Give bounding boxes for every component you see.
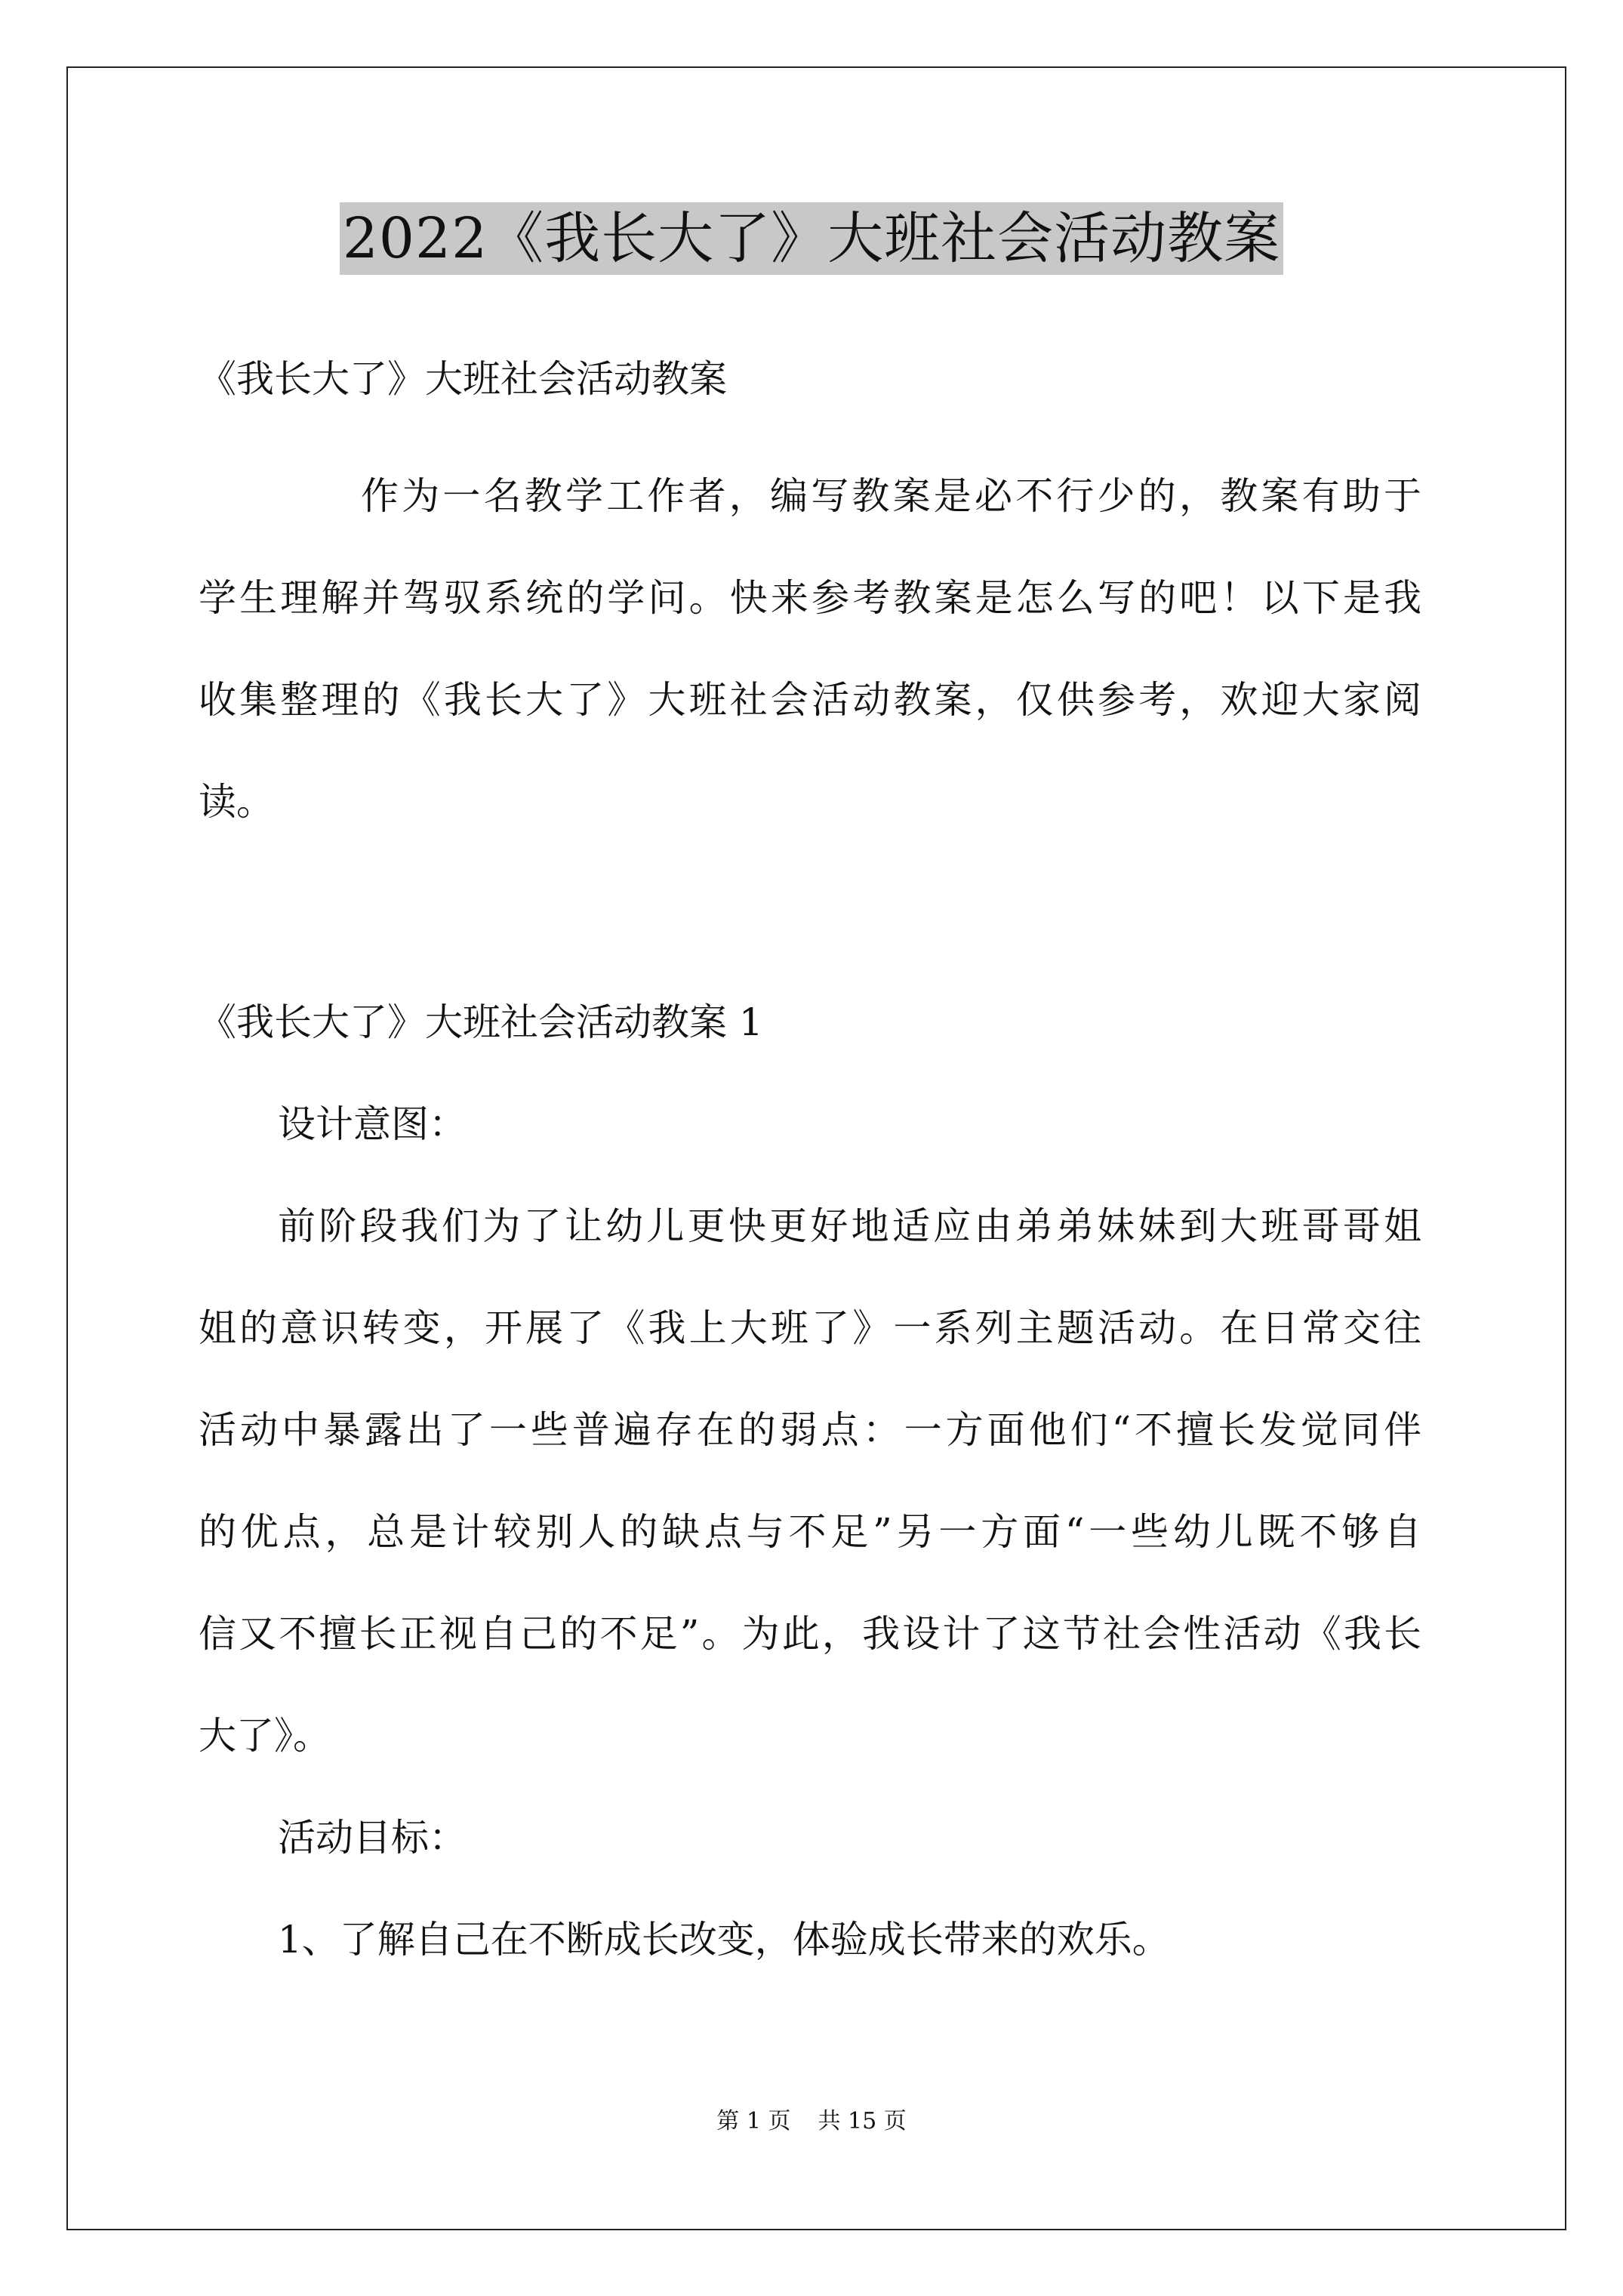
title-container <box>0 202 1623 275</box>
design-line-6: 大了》。 <box>199 1714 331 1758</box>
page-footer <box>0 2106 1623 2137</box>
intro-line-2: 学生理解并驾驭系统的学问。快来参考教案是怎么写的吧！以下是我 <box>199 576 1421 620</box>
design-line-5: 信又不擅长正视自己的不足”。为此，我设计了这节社会性活动《我长 <box>199 1612 1421 1656</box>
intro-line-1: 作为一名教学工作者，编写教案是必不行少的，教案有助于 <box>361 474 1421 518</box>
goal-item-1: 1、了解自己在不断成长改变，体验成长带来的欢乐。 <box>278 1918 1170 1962</box>
design-line-3: 活动中暴露出了一些普遍存在的弱点：一方面他们“不擅长发觉同伴 <box>199 1408 1421 1452</box>
design-line-2: 姐的意识转变，开展了《我上大班了》一系列主题活动。在日常交往 <box>199 1306 1421 1350</box>
design-line-1: 前阶段我们为了让幼儿更快更好地适应由弟弟妹妹到大班哥哥姐 <box>278 1204 1421 1248</box>
intro-line-3: 收集整理的《我长大了》大班社会活动教案，仅供参考，欢迎大家阅 <box>199 678 1421 722</box>
page-title: 2022《我长大了》大班社会活动教案 <box>340 202 1283 275</box>
goal-label: 活动目标： <box>278 1816 467 1860</box>
intro-line-4: 读。 <box>199 780 274 824</box>
section-heading: 《我长大了》大班社会活动教案 1 <box>199 1000 763 1044</box>
design-label: 设计意图： <box>278 1102 467 1146</box>
design-line-4: 的优点，总是计较别人的缺点与不足”另一方面“一些幼儿既不够自 <box>199 1510 1421 1554</box>
subtitle: 《我长大了》大班社会活动教案 <box>199 357 727 401</box>
page-total: 共 15 页 <box>818 2108 907 2134</box>
page-number: 第 1 页 <box>716 2108 791 2134</box>
